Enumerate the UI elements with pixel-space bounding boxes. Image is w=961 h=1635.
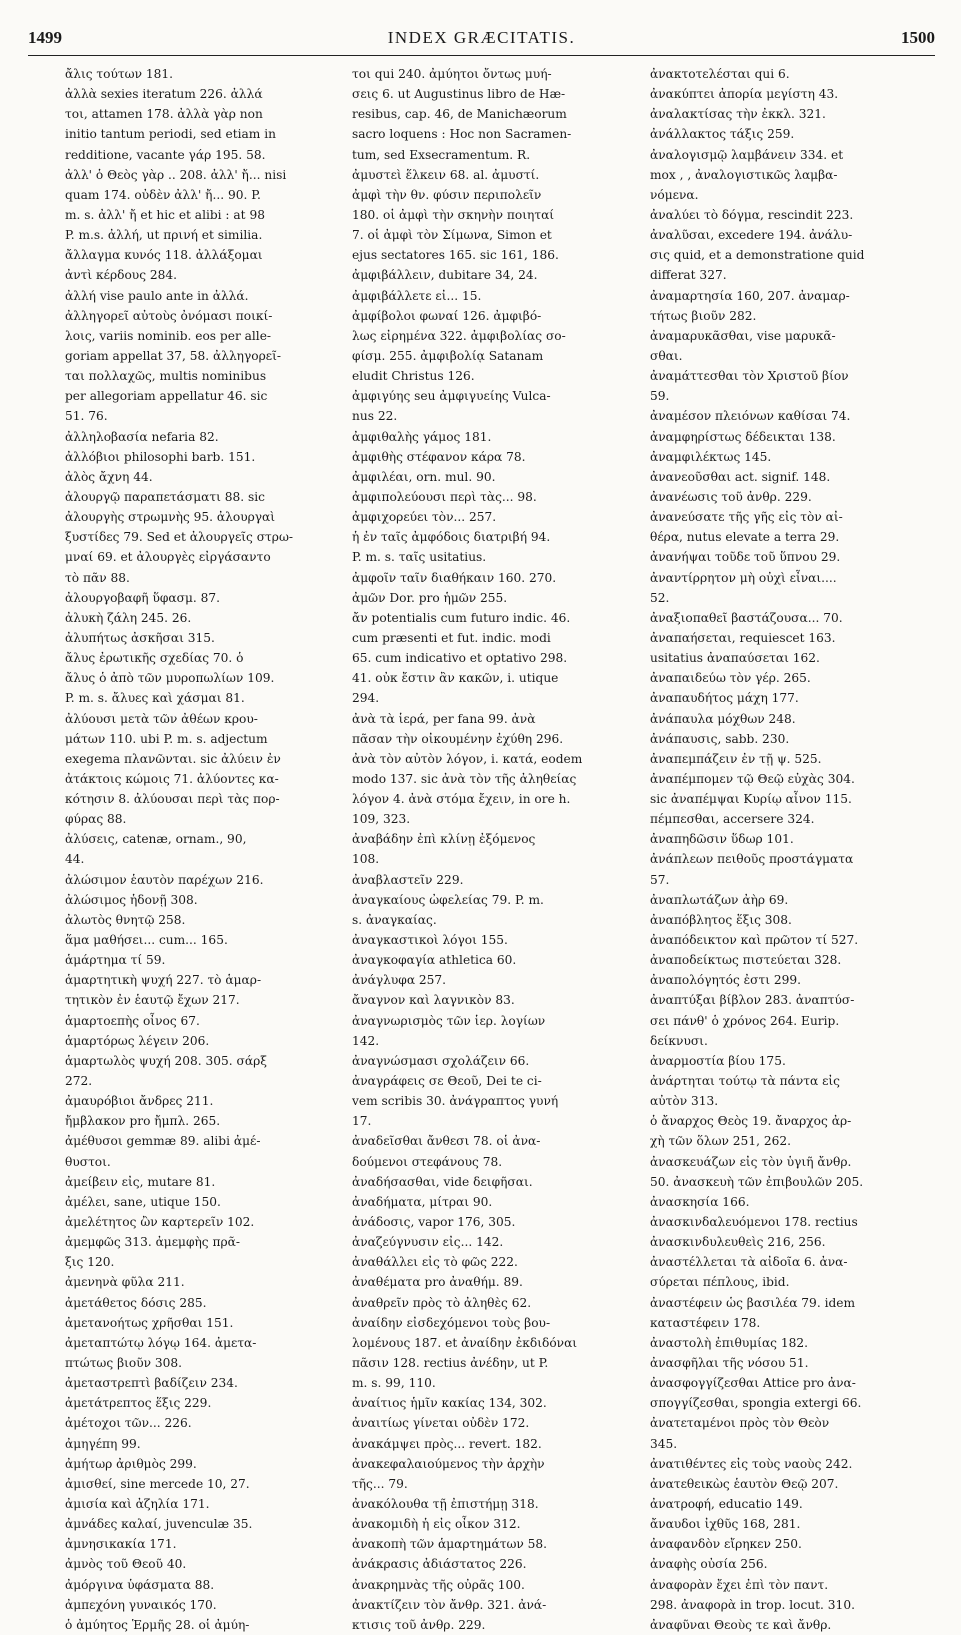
index-line: ἀναπτύξαι βίβλον 283. ἀναπτύσ- [650,993,855,1008]
index-line: ἀναθέματα pro ἀναθήμ. 89. [352,1275,523,1290]
index-line: ἀναθάλλει εἰς τὸ φῶς 222. [352,1255,518,1270]
index-line: ἀναπαιδεύω τὸν γέρ. 265. [650,671,811,686]
index-line: μάτων 110. ubi P. m. s. adjectum [65,731,268,746]
index-line: ἀνάλλακτος τάξις 259. [650,127,795,142]
index-line: ἀλλή vise paulo ante in ἀλλά. [65,288,249,303]
index-line: ἀνακύπτει ἀπορία μεγίστη 43. [650,87,839,102]
index-line: ἀμνάδες καλαί, juvenculæ 35. [65,1517,253,1532]
index-line: ἀμεταστρεπτὶ βαδίζειν 234. [65,1376,238,1391]
index-line: ἀμέλει, sane, utique 150. [65,1194,221,1209]
index-line: ἀμείβειν εἰς, mutare 81. [65,1174,216,1189]
index-line: ἀναπαήσεται, requiescet 163. [650,630,836,645]
index-line: ὁ ἀμύητος Ἑρμῆς 28. οἱ ἀμύη- [65,1617,250,1632]
index-line: ἀμῶν Dor. pro ἡμῶν 255. [352,590,508,605]
index-line: δείκνυσι. [650,1033,708,1048]
index-line: ἀλώσιμος ἡδονῇ 308. [65,892,198,907]
index-line: καταστέφειν 178. [650,1315,761,1330]
index-line: 52. [650,590,670,605]
index-line: ἀμισθεί, sine mercede 10, 27. [65,1476,250,1491]
index-line: s. ἀναγκαίας. [352,912,437,927]
index-line: ἀναλῦσαι, excedere 194. ἀνάλυ- [650,228,853,243]
index-line: σύρεται πέπλους, ibid. [650,1275,790,1290]
index-line: θέρα, nutus elevate a terra 29. [650,530,840,545]
index-line: ἀναποδείκτως πιστεύεται 328. [650,953,842,968]
index-title: INDEX GRÆCITATIS. [387,28,576,47]
index-line: m. s. ἀλλ' ἤ et hic et alibi : at 98 [65,207,265,222]
index-line: ἀναπέμπομεν τῷ Θεῷ εὐχὰς 304. [650,771,855,786]
index-line: ἀναρμοστία βίου 175. [650,1053,786,1068]
left-page-number: 1499 [28,28,62,47]
index-line: ἀναλύει τὸ δόγμα, rescindit 223. [650,207,854,222]
index-line: ἀλουργῷ παραπετάσματι 88. sic [65,489,265,504]
index-line: πτώτως βιοῦν 308. [65,1356,183,1370]
index-line: ἁμαρτωλὸς ψυχή 208. 305. σάρξ [65,1053,267,1068]
index-line: σπογγίζεσθαι, spongia extergi 66. [650,1396,862,1411]
index-line: P. m. s. ταῖς usitatius. [352,550,487,565]
index-line: ἅμα μαθήσει... cum... 165. [65,933,228,948]
index-line: ἀμόργινα ὑφάσματα 88. [65,1577,215,1592]
index-line: ἀνασφῆλαι τῆς νόσου 51. [650,1356,809,1370]
index-line: goriam appellat 37, 58. ἀλληγορεῖ- [65,348,281,363]
index-line: ἀμφιθαλὴς γάμος 181. [352,429,492,444]
index-line: ἀνάδοσις, vapor 176, 305. [352,1215,516,1230]
index-line: ἀνάπαυσις, sabb. 230. [650,731,790,746]
index-line: λοις, variis nominib. eos per alle- [65,328,272,343]
index-line: sic ἀναπέμψαι Κυρίῳ αἶνον 115. [650,792,852,807]
index-line: ἀνατεθεικὼς ἑαυτὸν Θεῷ 207. [650,1476,839,1491]
index-line: ἀνάρτηται τούτῳ τὰ πάντα εἰς [650,1074,841,1089]
index-line: nus 22. [352,409,398,424]
index-line: ἀνακτίζειν τὸν ἄνθρ. 321. ἀνά- [352,1597,547,1612]
index-line: ἀναμφιλέκτως 145. [650,449,772,464]
index-line: θυστοι. [65,1154,111,1169]
index-line: ἀναλακτίσας τὴν ἐκκλ. 321. [650,107,826,122]
index-line: ἀμπεχόνη γυναικός 170. [65,1597,217,1612]
index-line: σεις 6. ut Augustinus libro de Hæ- [352,87,566,102]
index-line: ἀναφανδὸν εἴρηκεν 250. [650,1537,802,1552]
index-line: ἀνακτοτελέσται qui 6. [650,67,790,81]
index-line: ἀναπεμπάζειν ἐν τῇ ψ. 525. [650,751,822,766]
index-line: κτισις τοῦ ἀνθρ. 229. [352,1617,486,1632]
index-line: ἀλύσεις, catenæ, ornam., 90, [65,832,247,847]
index-line: ἀναγνωρισμὸς τῶν ἱερ. λογίων [352,1013,546,1028]
index-line: σθαι. [650,348,683,363]
index-line: τὸ πᾶν 88. [65,570,130,585]
index-line: ἀμαυρόβιοι ἄνδρες 211. [65,1094,214,1109]
index-line: σει πάνθ' ὁ χρόνος 264. Eurip. [650,1013,840,1028]
index-line: ἀλυκὴ ζάλη 245. 26. [65,610,192,625]
index-line: ἀναφὴς οὐσία 256. [650,1557,768,1572]
index-line: ἀμεταπτώτῳ λόγῳ 164. ἀμετα- [65,1335,257,1350]
header-rule [28,55,935,56]
index-line: ἀνατροφή, educatio 149. [650,1496,803,1511]
index-line: ἀνανεοῦσθαι act. signif. 148. [650,469,831,484]
index-line: quam 174. οὐδὲν ἀλλ' ἤ... 90. P. [65,187,261,202]
index-line: ἀλωτὸς θνητῷ 258. [65,912,186,927]
index-line: cum præsenti et fut. indic. modi [352,630,551,645]
index-line: resibus, cap. 46, de Manichæorum [352,107,567,122]
index-line: 272. [65,1074,93,1089]
index-line: ἀλλ' ὁ Θεὸς γὰρ .. 208. ἀλλ' ἤ... nisi [65,167,287,182]
index-line: ἀμέθυσοι gemmæ 89. alibi ἀμέ- [65,1134,261,1149]
index-line: ἀμετάτρεπτος ἕξις 229. [65,1396,212,1411]
index-line: 180. οἱ ἀμφὶ τὴν σκηνὴν ποιηταί [352,207,555,222]
index-line: modo 137. sic ἀνὰ τὸν τῆς ἀληθείας [352,771,577,786]
index-line: 59. [650,389,670,404]
index-line: ἀναπηδῶσιν ὕδωρ 101. [650,832,794,847]
index-line: ἀμφιθὴς στέφανον κάρα 78. [352,449,526,464]
index-line: 57. [650,872,670,887]
index-line: ἀνακρημνὰς τῆς οὐρᾶς 100. [352,1577,525,1592]
index-line: ἀνακεφαλαιούμενος τὴν ἀρχὴν [352,1456,545,1471]
index-line: ἄναγνον καὶ λαγνικὸν 83. [352,993,515,1008]
index-line: ἀνανεύσατε τῆς γῆς εἰς τὸν αἰ- [650,510,843,525]
index-line: ἀνατεταμένοι πρὸς τὸν Θεὸν [650,1416,830,1431]
index-line: ἀνασκευάζων εἰς τὸν ὑγιῆ ἄνθρ. [650,1154,852,1169]
index-line: 41. οὐκ ἔστιν ἂν κακῶν, i. utique [352,671,559,686]
index-line: χὴ τῶν ὅλων 251, 262. [650,1134,791,1149]
index-line: ἀμφιβάλλειν, dubitare 34, 24. [352,268,538,283]
index-line: ἀνάπαυλα μόχθων 248. [650,711,796,726]
index-line: ἀλυπήτως ἀσκῆσαι 315. [65,630,215,645]
index-line: 294. [352,691,380,706]
index-line: ἀτάκτοις κώμοις 71. ἀλύοντες κα- [65,771,279,786]
index-line: ἀνάπλεων πειθοῦς προστάγματα [650,852,854,867]
index-line: φίσμ. 255. ἀμφιβολίᾳ Satanam [352,348,544,363]
index-line: σις quid, et a demonstratione quid [650,248,865,263]
index-line: ἀνακομιδὴ ἡ εἰς οἶκον 312. [352,1517,521,1532]
index-line: P. m. s. ἄλυες καὶ χάσμαι 81. [65,691,245,706]
index-line: πέμπεσθαι, accersere 324. [650,812,815,827]
index-line: ἀμνησικακία 171. [65,1537,177,1552]
index-line: exegema πλανῶνται. sic ἀλύειν ἐν [65,751,281,766]
index-line: ἄλυς ἐρωτικῆς σχεδίας 70. ὁ [65,651,244,666]
index-line: ἁμάρτημα τί 59. [65,953,166,968]
index-line: ἄλυς ὁ ἀπὸ τῶν μυροπωλίων 109. [65,671,275,686]
index-line: ἀναμφηρίστως δέδεικται 138. [650,429,836,444]
index-line: ἀνατιθέντες εἰς τοὺς ναοὺς 242. [650,1456,853,1471]
index-line: ἀμετανοήτως χρῆσθαι 151. [65,1315,234,1330]
index-line: ἀναστολὴ ἐπιθυμίας 182. [650,1335,809,1350]
index-line: ἀνανήψαι τοῦδε τοῦ ὕπνου 29. [650,550,841,565]
index-line: ἀμφίβολοι φωναί 126. ἀμφιβό- [352,308,542,323]
index-line: m. s. 99, 110. [352,1376,436,1391]
index-line: τῆς... 79. [352,1476,408,1491]
index-line: ἀναίδην εἰσδεχόμενοι τοὺς βου- [352,1315,551,1330]
index-line: ἁμαρτητικὴ ψυχή 227. τὸ ἁμαρ- [65,973,262,988]
index-line: ἀναμαρτησία 160, 207. ἀναμαρ- [650,288,850,303]
index-line: ἀναπλωτάζων ἀὴρ 69. [650,892,789,907]
index-line: tum, sed Exsecramentum. R. [352,147,531,162]
index-line: ἀναμέσον πλειόνων καθίσαι 74. [650,409,851,424]
index-line: φύρας 88. [65,812,127,827]
index-line: ejus sectatores 165. sic 161, 186. [352,248,559,263]
index-line: ἀναλογισμῷ λαμβάνειν 334. et [650,147,844,162]
index-line: ἀμυστεὶ ἕλκειν 68. al. ἀμυστί. [352,167,540,182]
index-line: ἀναβάδην ἐπὶ κλίνῃ ἐξόμενος [352,832,536,847]
index-line: ἀλουργοβαφῆ ὕφασμ. 87. [65,590,221,605]
index-line: ξυστίδες 79. Sed et ἀλουργεῖς στρω- [65,530,294,545]
index-line: δούμενοι στεφάνους 78. [352,1154,503,1169]
index-line: ἀνανέωσις τοῦ ἀνθρ. 229. [650,489,812,504]
index-line: ἀμεμφῶς 313. ἀμεμφὴς πρᾶ- [65,1235,241,1250]
index-line: ἀνασκινδαλευόμενοι 178. rectius [650,1215,858,1230]
index-line: ἀμφιγύης seu ἀμφιγυείης Vulca- [352,389,551,404]
index-line: 142. [352,1033,380,1048]
index-line: ἄναυδοι ἰχθῦς 168, 281. [650,1517,801,1532]
index-line: τήτως βιοῦν 282. [650,308,757,323]
index-line: initio tantum periodi, sed etiam in [65,127,276,142]
index-line: ἀναπολόγητός ἐστι 299. [650,973,802,988]
index-line: ἀνασφογγίζεσθαι Attice pro ἀνα- [650,1376,856,1391]
index-line: πᾶσαν τὴν οἰκουμένην ἐχύθη 296. [352,731,564,746]
index-line: sacro loquens : Hoc non Sacramen- [352,127,572,142]
index-line: ἀναδήσασθαι, vide δειφῆσαι. [352,1174,533,1189]
index-line: ἀνακόλουθα τῇ ἐπιστήμῃ 318. [352,1496,539,1511]
index-line: ἀναστέλλεται τὰ αἰδοῖα 6. ἀνα- [650,1255,848,1270]
index-line: ἀλλὰ sexies iteratum 226. ἀλλά [65,87,263,102]
index-line: ἀναδεῖσθαι ἄνθεσι 78. οἱ ἀνα- [352,1134,541,1149]
index-line: ἀναγνώσμασι σχολάζειν 66. [352,1053,530,1068]
index-line: ἄλλαγμα κυνός 118. ἀλλάξομαι [65,248,263,263]
index-line: λομένους 187. et ἀναίδην ἐκδιδόναι [352,1335,578,1350]
index-line: ἀλουργὴς στρωμνὴς 95. ἀλουργαὶ [65,510,276,525]
index-line: ἀμφιλέαι, orn. mul. 90. [352,469,496,484]
index-line: ἀναφῦναι Θεοὺς τε καὶ ἄνθρ. [650,1617,832,1632]
index-line: ἀνάκρασις ἀδιάστατος 226. [352,1557,527,1572]
index-line: usitatius ἀναπαύσεται 162. [650,651,820,666]
index-line: 50. ἀνασκευὴ τῶν ἐπιβουλῶν 205. [650,1174,864,1189]
index-line: ἀναγκαστικοὶ λόγοι 155. [352,933,508,948]
index-line: ἀναπόδεικτον καὶ πρῶτον τί 527. [650,933,859,948]
index-line: ἀνὰ τὰ ἱερά, per fana 99. ἀνὰ [352,711,536,726]
index-line: ἀλληγορεῖ αὐτοὺς ὀνόμασι ποικί- [65,308,273,323]
index-line: νόμενα. [650,187,699,202]
index-line: eludit Christus 126. [352,369,475,384]
index-line: ἀμήτωρ ἀριθμὸς 299. [65,1456,197,1471]
index-line: ἀλώσιμον ἑαυτὸν παρέχων 216. [65,872,264,887]
index-line: ἀνακάμψει πρὸς... revert. 182. [352,1436,542,1451]
index-line: ἀμνὸς τοῦ Θεοῦ 40. [65,1557,187,1572]
index-line: ἀναίτιος ἡμῖν κακίας 134, 302. [352,1396,547,1411]
index-line: ἀλὸς ἄχνη 44. [65,469,153,484]
index-line: redditione, vacante γάρ 195. 58. [65,147,266,162]
index-line: ξις 120. [65,1255,115,1270]
index-line: 65. cum indicativo et optativo 298. [352,651,568,666]
index-line: λως εἰρημένα 322. ἀμφιβολίας σο- [352,328,566,343]
index-line: 108. [352,852,380,867]
index-line: per allegoriam appellatur 46. sic [65,389,268,404]
right-page-number: 1500 [901,28,935,47]
index-line: ἀναξιοπαθεῖ βαστάζουσα... 70. [650,610,843,625]
running-header [28,28,935,56]
index-line: ἀμφιχορεύει τὸν... 257. [352,510,497,525]
index-line: ἀναστέφειν ὡς βασιλέα 79. idem [650,1295,856,1310]
index-line: μναί 69. et ἀλουργὲς εἰργάσαντο [65,550,271,565]
index-line: ἀναμάττεσθαι τὸν Χριστοῦ βίον [650,369,849,384]
index-line: ται πολλαχῶς, multis nominibus [65,369,267,384]
index-line: ἀναγκαίους ὠφελείας 79. P. m. [352,892,544,907]
index-line: ἀμετάθετος δόσις 285. [65,1295,207,1310]
index-line: ἀναφορὰν ἔχει ἐπὶ τὸν παντ. [650,1577,829,1592]
index-line: ἁμαρτοεπὴς οἶνος 67. [65,1013,200,1028]
index-line: ἁμαρτόρως λέγειν 206. [65,1033,210,1048]
index-line: ἄν potentialis cum futuro indic. 46. [352,610,571,625]
index-line: λόγον 4. ἀνὰ στόμα ἔχειν, in ore h. [352,792,571,807]
index-line: ἀμέτοχοι τῶν... 226. [65,1416,192,1431]
index-line: ἡ ἐν ταῖς ἀμφόδοις διατριβή 94. [352,530,551,545]
index-line: ἀμελέτητος ὢν καρτερεῖν 102. [65,1215,255,1230]
index-line: ἀντὶ κέρδους 284. [65,268,178,283]
index-line: ἀνάγλυφα 257. [352,973,447,988]
index-line: πᾶσιν 128. rectius ἀνέδην, ut P. [352,1356,549,1370]
index-line: ἀμφιβάλλετε εἰ... 15. [352,288,482,303]
index-line: ἀναδήματα, μίτραι 90. [352,1194,493,1209]
index-line: ἀναντίρρητον μὴ οὐχὶ εἶναι.... [650,570,837,585]
index-line: ἀμενηνὰ φῦλα 211. [65,1275,185,1290]
index-line: 44. [65,852,85,867]
index-line: κότησιν 8. ἀλύουσαι περὶ τὰς πορ- [65,792,280,807]
index-line: 345. [650,1436,678,1451]
index-line: ἀλύουσι μετὰ τῶν ἀθέων κρου- [65,711,258,726]
index-line: ἀμφοῖν ταῖν διαθήκαιν 160. 270. [352,570,557,585]
index-line: τοι, attamen 178. ἀλλὰ γὰρ non [65,107,263,122]
index-line: ἀναγράφεις σε Θεοῦ, Dei te ci- [352,1074,542,1089]
index-line: ἀναγκοφαγία athletica 60. [352,953,517,968]
index-line: ἀλληλοβασία nefaria 82. [65,429,219,444]
index-line: ἀναθρεῖν πρὸς τὸ ἀληθὲς 62. [352,1295,532,1310]
index-line: τητικὸν ἐν ἑαυτῷ ἔχων 217. [65,993,240,1008]
column-middle [352,64,637,1632]
index-line: ἀνὰ τὸν αὐτὸν λόγον, i. κατά, eodem [352,751,583,766]
index-line: ἀναπόβλητος ἕξις 308. [650,912,792,927]
column-right [650,64,940,1632]
index-line: αὐτὸν 313. [650,1094,719,1109]
index-line: ἀναβλαστεῖν 229. [352,872,464,887]
index-line: ἀνασκησία 166. [650,1194,750,1209]
index-line: ἤμβλακον pro ἤμπλ. 265. [65,1114,221,1129]
index-line: 109, 323. [352,812,411,827]
index-line: ἀνασκινδυλευθεὶς 216, 256. [650,1235,826,1250]
index-line: ἀναιτίως γίνεται οὐδὲν 172. [352,1416,530,1431]
index-line: ἄλις τούτων 181. [65,67,174,81]
index-line: ἀμφιπολεύουσι περὶ τὰς... 98. [352,489,537,504]
column-left [65,64,340,1632]
index-line: τοι qui 240. ἀμύητοι ὄντως μυή- [352,67,552,81]
index-line: ἀναπαυδήτος μάχη 177. [650,691,799,706]
index-line: ἀναμαρυκᾶσθαι, vise μαρυκᾶ- [650,328,836,343]
index-line: ἀνακοπὴ τῶν ἁμαρτημάτων 58. [352,1537,548,1552]
index-line: ἀλλόβιοι philosophi barb. 151. [65,449,256,464]
index-line: 7. οἱ ἀμφὶ τὸν Σίμωνα, Simon et [352,228,552,243]
index-line: P. m.s. ἀλλή, ut πρινή et similia. [65,228,263,243]
index-line: ἀμηγέπη 99. [65,1436,141,1451]
index-line: ἀμφὶ τὴν θν. φύσιν περιπολεῖν [352,187,542,202]
index-line: mox , , ἀναλογιστικῶς λαμβα- [650,167,838,182]
index-line: 17. [352,1114,372,1129]
index-line: vem scribis 30. ἀνάγραπτος γυνή [352,1094,559,1109]
index-line: 298. ἀναφορὰ in trop. locut. 310. [650,1597,855,1612]
index-line: differat 327. [650,268,727,283]
index-line: 51. 76. [65,409,108,424]
index-line: ἀναζεύγνυσιν εἰς... 142. [352,1235,504,1250]
index-line: ὁ ἄναρχος Θεὸς 19. ἄναρχος ἀρ- [650,1114,852,1129]
index-line: ἀμισία καὶ ἀζηλία 171. [65,1496,210,1511]
